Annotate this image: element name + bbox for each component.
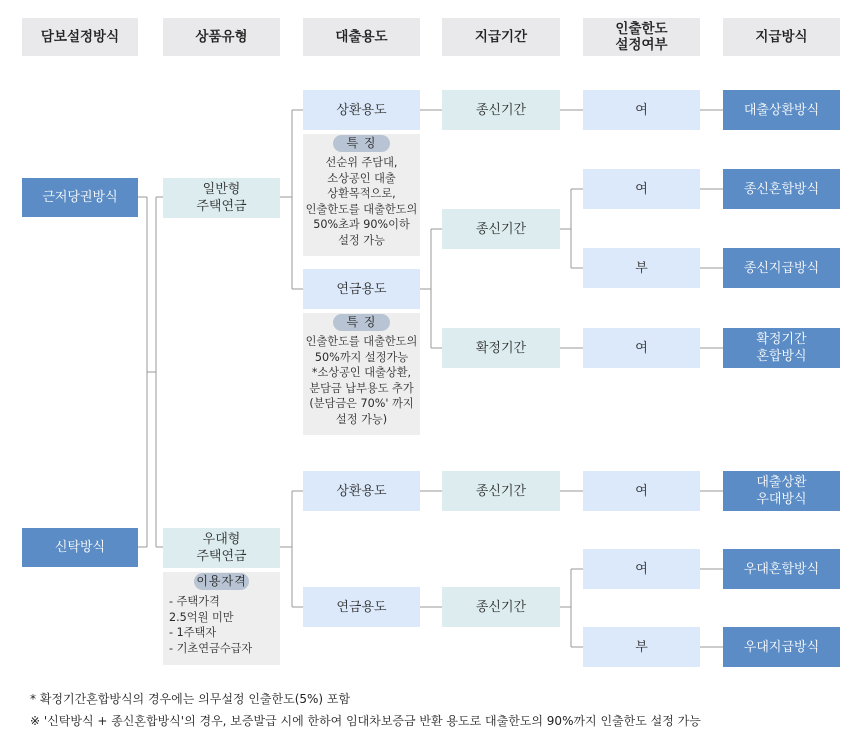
header-payment-method: 지급방식 bbox=[723, 18, 840, 56]
draw-yes-box-5: 여 bbox=[583, 549, 700, 589]
header-loan-usage: 대출용도 bbox=[303, 18, 420, 56]
method-life-mixed-box: 종신혼합방식 bbox=[723, 169, 840, 209]
feature-note-2 bbox=[303, 313, 420, 435]
draw-yes-box-1: 여 bbox=[583, 90, 700, 130]
feature-text-1: 선순위 주담대, 소상공인 대출 상환목적으로, 인출한도를 대출한도의 50%초과 90%이하 설정 가능 bbox=[305, 156, 418, 247]
footnote-1: * 확정기간혼합방식의 경우에는 의무설정 인출한도(5%) 포함 bbox=[30, 692, 351, 706]
usage-annuity-box-1: 연금용도 bbox=[303, 269, 420, 309]
header-product-type: 상품유형 bbox=[163, 18, 280, 56]
usage-repay-box-2: 상환용도 bbox=[303, 471, 420, 511]
footnote-2: ※ '신탁방식 + 종신혼합방식'의 경우, 보증발급 시에 한하여 임대차보증금 반환 용도로 대출한도의 90%까지 인출한도 설정 가능 bbox=[30, 714, 701, 728]
feature-label-1: 특 징 bbox=[333, 135, 390, 152]
draw-yes-box-4: 여 bbox=[583, 471, 700, 511]
period-life-box-3: 종신기간 bbox=[442, 471, 560, 511]
header-draw-limit: 인출한도 설정여부 bbox=[583, 18, 700, 56]
method-pref-pay-box: 우대지급방식 bbox=[723, 627, 840, 667]
usage-repay-box-1: 상환용도 bbox=[303, 90, 420, 130]
draw-no-box-2: 부 bbox=[583, 627, 700, 667]
period-life-box-2: 종신기간 bbox=[442, 209, 560, 249]
feature-note-1 bbox=[303, 134, 420, 256]
method-life-pay-box: 종신지급방식 bbox=[723, 248, 840, 288]
draw-yes-box-2: 여 bbox=[583, 169, 700, 209]
feature-label-2: 특 징 bbox=[333, 314, 390, 331]
product-general-box: 일반형 주택연금 bbox=[163, 178, 280, 218]
method-loan-repay-pref-box: 대출상환 우대방식 bbox=[723, 471, 840, 511]
security-keun-box: 근저당권방식 bbox=[22, 178, 138, 217]
method-fixed-mixed-box: 확정기간 혼합방식 bbox=[723, 328, 840, 368]
method-pref-mixed-box: 우대혼합방식 bbox=[723, 549, 840, 589]
header-payment-period: 지급기간 bbox=[442, 18, 560, 56]
draw-no-box-1: 부 bbox=[583, 248, 700, 288]
period-life-box-4: 종신기간 bbox=[442, 587, 560, 627]
security-trust-box: 신탁방식 bbox=[22, 528, 138, 567]
eligibility-text: - 주택가격 2.5억원 미만 - 1주택자 - 기초연금수급자 bbox=[169, 595, 253, 655]
header-security-method: 담보설정방식 bbox=[22, 18, 138, 56]
period-fixed-box: 확정기간 bbox=[442, 328, 560, 368]
product-preferential-box: 우대형 주택연금 bbox=[163, 528, 280, 568]
eligibility-label: 이용자격 bbox=[194, 573, 249, 590]
eligibility-note bbox=[163, 572, 280, 665]
draw-yes-box-3: 여 bbox=[583, 328, 700, 368]
method-loan-repay-box: 대출상환방식 bbox=[723, 90, 840, 130]
feature-text-2: 인출한도를 대출한도의 50%까지 설정가능 *소상공인 대출상환, 분담금 납부용도 추가 (분담금은 70%' 까지 설정 가능) bbox=[305, 335, 418, 426]
usage-annuity-box-2: 연금용도 bbox=[303, 587, 420, 627]
period-life-box-1: 종신기간 bbox=[442, 90, 560, 130]
